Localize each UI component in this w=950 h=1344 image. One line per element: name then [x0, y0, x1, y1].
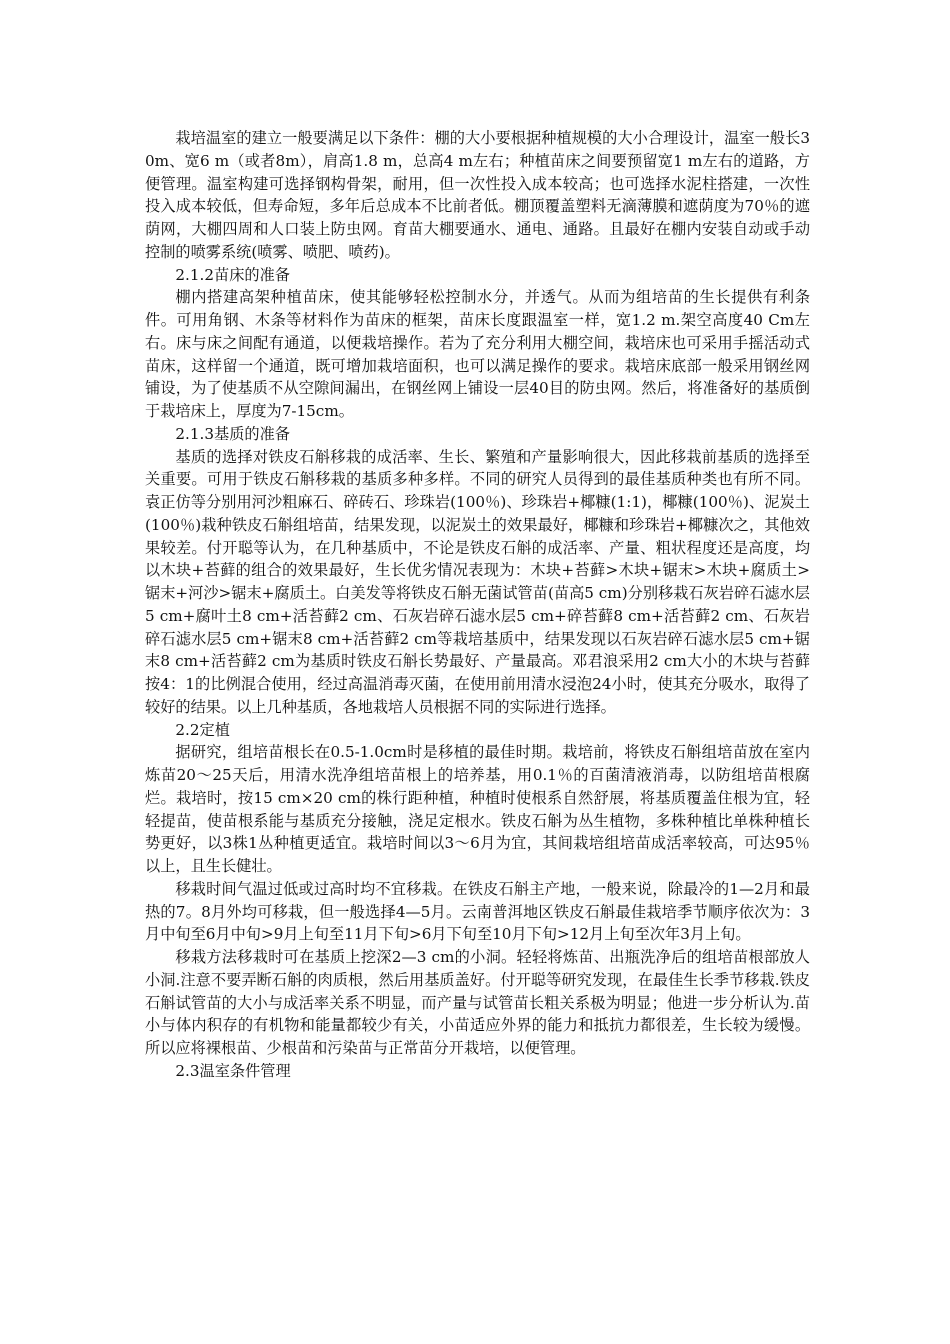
document-page [145, 127, 810, 1083]
paragraph-greenhouse-conditions: 栽培温室的建立一般要满足以下条件：棚的大小要根据种植规模的大小合理设计，温室一般长30m、宽6 m（或者8m），肩高1.8 m，总高4 m左右；种植苗床之间要预留宽1 m左右的道路，方便管理。温室构建可选择钢构骨架，耐用，但一次性投入成本较高；也可选择水泥柱搭建，一次性投入成本较低，但寿命短，多年后总成本不比前者低。棚顶覆盖塑料无滴薄膜和遮荫度为70％的遮荫网，大棚四周和人口装上防虫网。育苗大棚要通水、通电、通路。且最好在棚内安装自动或手动控制的喷雾系统(喷雾、喷肥、喷药)。 [145, 129, 810, 261]
paragraph-transplant-method: 移栽方法移栽时可在基质上挖深2—3 cm的小洞。轻轻将炼苗、出瓶洗净后的组培苗根部放人小洞.注意不要弄断石斛的肉质根，然后用基质盖好。付开聪等研究发现，在最佳生长季节移栽.铁皮石斛试管苗的大小与成活率关系不明显，而产量与试管苗长粗关系极为明显；他进一步分析认为.苗小与体内积存的有机物和能量都较少有关，小苗适应外界的能力和抵抗力都很差，生长较为缓慢。所以应将裸根苗、少根苗和污染苗与正常苗分开栽培，以便管理。 [145, 948, 810, 1057]
paragraph-seedbed: 棚内搭建高架种植苗床，使其能够轻松控制水分，并透气。从而为组培苗的生长提供有利条件。可用角钢、木条等材料作为苗床的框架，苗床长度跟温室一样，宽1.2 m.架空高度40 Cm左右。床与床之间配有通道，以便栽培操作。若为了充分利用大棚空间，栽培床也可采用手摇活动式苗床，这样留一个通道，既可增加栽培面积，也可以满足操作的要求。栽培床底部一般采用钢丝网铺设，为了使基质不从空隙间漏出，在钢丝网上铺设一层40目的防虫网。然后，将准备好的基质倒于栽培床上，厚度为7-15cm。 [145, 288, 810, 420]
section-heading-substrate: 2.1.3基质的准备 [175, 424, 290, 443]
section-heading-greenhouse-management: 2.3温室条件管理 [175, 1061, 291, 1080]
paragraph-planting: 据研究，组培苗根长在0.5-1.0cm时是移植的最佳时期。栽培前，将铁皮石斛组培苗放在室内炼苗20～25天后，用清水洗净组培苗根上的培养基，用0.1％的百菌清液消毒，以防组培苗根腐烂。栽培时，按15 cm×20 cm的株行距种植，种植时使根系自然舒展，将基质覆盖住根为宜，轻轻提苗，使苗根系能与基质充分接触，浇足定根水。铁皮石斛为丛生植物，多株种植比单株种植长势更好，以3株1丛种植更适宜。栽培时间以3～6月为宜，其间栽培组培苗成活率较高，可达95％以上，且生长健壮。 [145, 743, 810, 875]
section-heading-seedbed: 2.1.2苗床的准备 [175, 265, 290, 284]
paragraph-substrate: 基质的选择对铁皮石斛移栽的成活率、生长、繁殖和产量影响很大，因此移栽前基质的选择至关重要。可用于铁皮石斛移栽的基质多种多样。不同的研究人员得到的最佳基质种类也有所不同。袁正仿等分别用河沙粗麻石、碎砖石、珍珠岩(100％)、珍珠岩+椰糠(1:1)，椰糠(100％)、泥炭土(100％)栽种铁皮石斛组培苗，结果发现，以泥炭土的效果最好，椰糠和珍珠岩+椰糠次之，其他效果较差。付开聪等认为，在几种基质中，不论是铁皮石斛的成活率、产量、粗状程度还是高度，均以木块+苔藓的组合的效果最好，生长优劣情况表现为：木块+苔藓>木块+锯末>木块+腐质土>锯末+河沙>锯末+腐质土。白美发等将铁皮石斛无菌试管苗(苗高5 cm)分别移栽石灰岩碎石滤水层5 cm+腐叶土8 cm+活苔藓2 cm、石灰岩碎石滤水层5 cm+碎苔藓8 cm+活苔藓2 cm、石灰岩碎石滤水层5 cm+锯末8 cm+活苔藓2 cm等栽培基质中，结果发现以石灰岩碎石滤水层5 cm+锯末8 cm+活苔藓2 cm为基质时铁皮石斛长势最好、产量最高。邓君浪采用2 cm大小的木块与苔藓按4：1的比例混合使用，经过高温消毒灭菌，在使用前用清水浸泡24小时，使其充分吸水，取得了较好的结果。以上几种基质，各地栽培人员根据不同的实际进行选择。 [145, 447, 810, 716]
section-heading-planting: 2.2定植 [175, 720, 230, 739]
paragraph-transplant-timing: 移栽时间气温过低或过高时均不宜移栽。在铁皮石斛主产地，一般来说，除最冷的1—2月和最热的7。8月外均可移栽，但一般选择4—5月。云南普洱地区铁皮石斛最佳栽培季节顺序依次为：3月中旬至6月中旬>9月上旬至11月下旬>6月下旬至10月下旬>12月上旬至次年3月上旬。 [145, 879, 810, 944]
